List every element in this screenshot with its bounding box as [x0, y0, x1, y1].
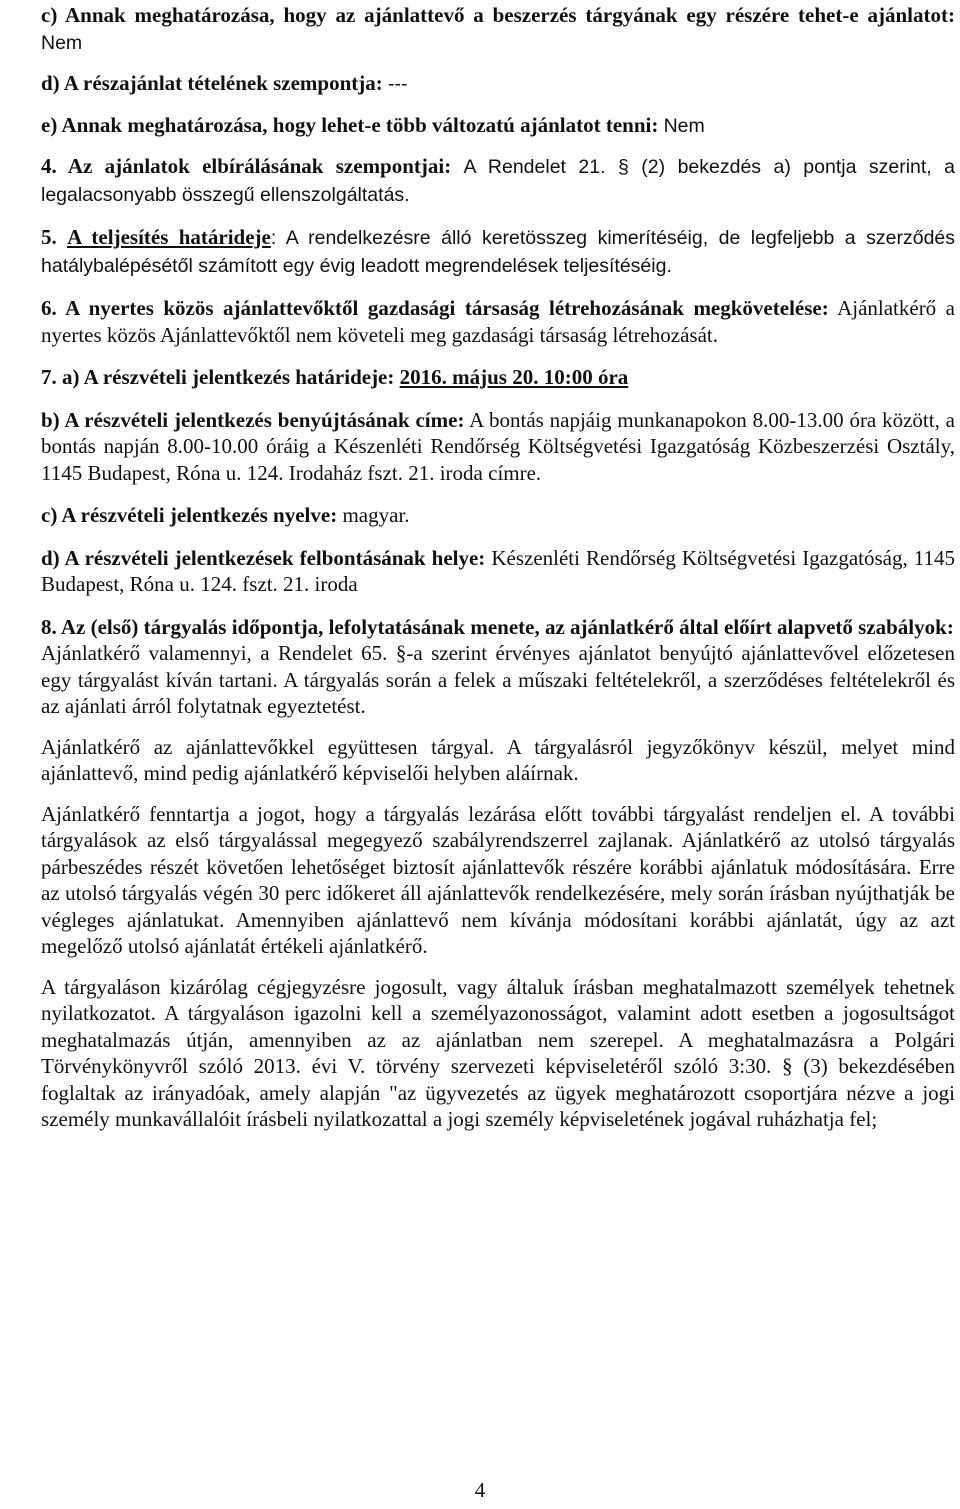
- item-e-label: e) Annak meghatározása, hogy lehet-e több változatú ajánlatot tenni:: [41, 112, 659, 137]
- section-7a: [41, 364, 955, 391]
- section-8-paragraph-4: A tárgyaláson kizárólag cégjegyzésre jogosult, vagy általuk írásban meghatalmazott személyek tehetnek nyilatkozatot. A tárgyaláson igazolni kell a személyazonosságot, valamint adott esetben a jogosultságot meghatalmazás útján, amennyiben az az ajánlatban nem szerepel. A meghatalmazásra a Polgári Törvénykönyvről szóló 2013. évi V. törvény szervezeti képviseletéről szóló 3:30. § (3) bekezdésében foglaltak az irányadóak, amely alapján "az ügyvezetés az ügyek meghatározott csoportjára nézve a jogi személy munkavállalóit írásbeli nyilatkozattal a jogi személy képviseletének jogával ruházhatja fel;: [41, 974, 955, 1131]
- document-body: [41, 0, 955, 1133]
- item-c: [41, 2, 955, 56]
- item-e-value: Nem: [663, 114, 705, 137]
- section-7d: [41, 545, 955, 598]
- section-7a-label: 7. a) A részvételi jelentkezés határideje:: [41, 365, 395, 389]
- section-7b-label: b) A részvételi jelentkezés benyújtásának címe:: [41, 407, 465, 432]
- section-4: [41, 153, 955, 208]
- page-number: 4: [474, 1478, 486, 1502]
- section-4-text: A Rendelet 21. § (2) bekezdés a) pontja szerint, a legalacsonyabb összegű ellenszolgáltatás.: [41, 156, 956, 206]
- item-e: [41, 112, 955, 140]
- item-d: [41, 70, 955, 98]
- section-6-label: 6. A nyertes közös ajánlattevőktől gazdasági társaság létrehozásának megkövetelése:: [41, 296, 829, 320]
- section-7b: [41, 407, 955, 487]
- section-5-label: A teljesítés határideje: [67, 225, 271, 249]
- section-7c-label: c) A részvételi jelentkezés nyelve:: [41, 503, 338, 527]
- item-c-value: Nem: [41, 31, 83, 54]
- section-5-text: : A rendelkezésre álló keretösszeg kimerítéséig, de legfeljebb a szerződés hatálybalépésétől számított egy évig leadott megrendelések teljesítéséig.: [41, 227, 956, 277]
- section-6-text: Ajánlatkérő a nyertes közös Ajánlattevőktől nem követeli meg gazdasági társaság létrehozását.: [41, 296, 955, 347]
- section-7a-value: 2016. május 20. 10:00 óra: [399, 365, 629, 389]
- section-6: [41, 295, 955, 348]
- section-8-paragraph-2: Ajánlatkérő az ajánlattevőkkel együttesen tárgyal. A tárgyalásról jegyzőkönyv készül, melyet mind ajánlattevő, mind pedig ajánlatkérő képviselői helyben aláírnak.: [41, 734, 955, 785]
- section-7d-text: Készenléti Rendőrség Költségvetési Igazgatóság, 1145 Budapest, Róna u. 124. fszt. 21. iroda: [41, 545, 956, 596]
- item-d-value: ---: [388, 73, 408, 95]
- section-8-paragraph-3: Ajánlatkérő fenntartja a jogot, hogy a tárgyalás lezárása előtt további tárgyalást rendeljen el. A további tárgyalások az első tárgyalással megegyező szabályrendszerrel zajlanak. Ajánlatkérő az utolsó tárgyalás párbeszédes részét követően lehetőséget biztosít ajánlattevők részére korábbi ajánlatuk módosítására. Erre az utolsó tárgyalás végén 30 perc időkeret áll ajánlattevők rendelkezésére, mely során írásban nyújthatják be végleges ajánlatukat. Amennyiben ajánlattevő nem kívánja módosítani korábbi ajánlatát, úgy az azt megelőző utolsó ajánlatát értékeli ajánlatkérő.: [41, 801, 955, 958]
- section-7c-value: magyar.: [342, 503, 410, 527]
- section-8-paragraph-1: Ajánlatkérő valamennyi, a Rendelet 65. §-a szerint érvényes ajánlatot benyújtó ajánlattevővel előzetesen egy tárgyalást kíván tartani. A tárgyalás során a felek a műszaki feltételekről, a szerződéses feltételekről és az ajánlati árról folytatnak egyeztetést.: [41, 641, 955, 718]
- section-7c: [41, 502, 955, 529]
- section-5: [41, 224, 955, 279]
- item-d-label: d) A részajánlat tételének szempontja:: [41, 71, 383, 95]
- item-c-label: c) Annak meghatározása, hogy az ajánlattevő a beszerzés tárgyának egy részére tehet-e ajánlatot:: [41, 3, 955, 27]
- section-5-number: 5.: [41, 225, 57, 249]
- section-7d-label: d) A részvételi jelentkezések felbontásának helye:: [41, 545, 486, 570]
- section-8-label: 8. Az (első) tárgyalás időpontja, lefolytatásának menete, az ajánlatkérő által előírt alapvető szabályok:: [41, 614, 954, 639]
- section-4-label: 4. Az ajánlatok elbírálásának szempontjai:: [41, 154, 452, 178]
- section-8-heading: [41, 614, 955, 641]
- section-7b-text: A bontás napjáig munkanapokon 8.00-13.00 óra között, a bontás napján 8.00-10.00 óráig a Készenléti Rendőrség Költségvetési Igazgatóság Közbeszerzési Osztály, 1145 Budapest, Róna u. 124. Irodaház fszt. 21. iroda címre.: [41, 407, 955, 485]
